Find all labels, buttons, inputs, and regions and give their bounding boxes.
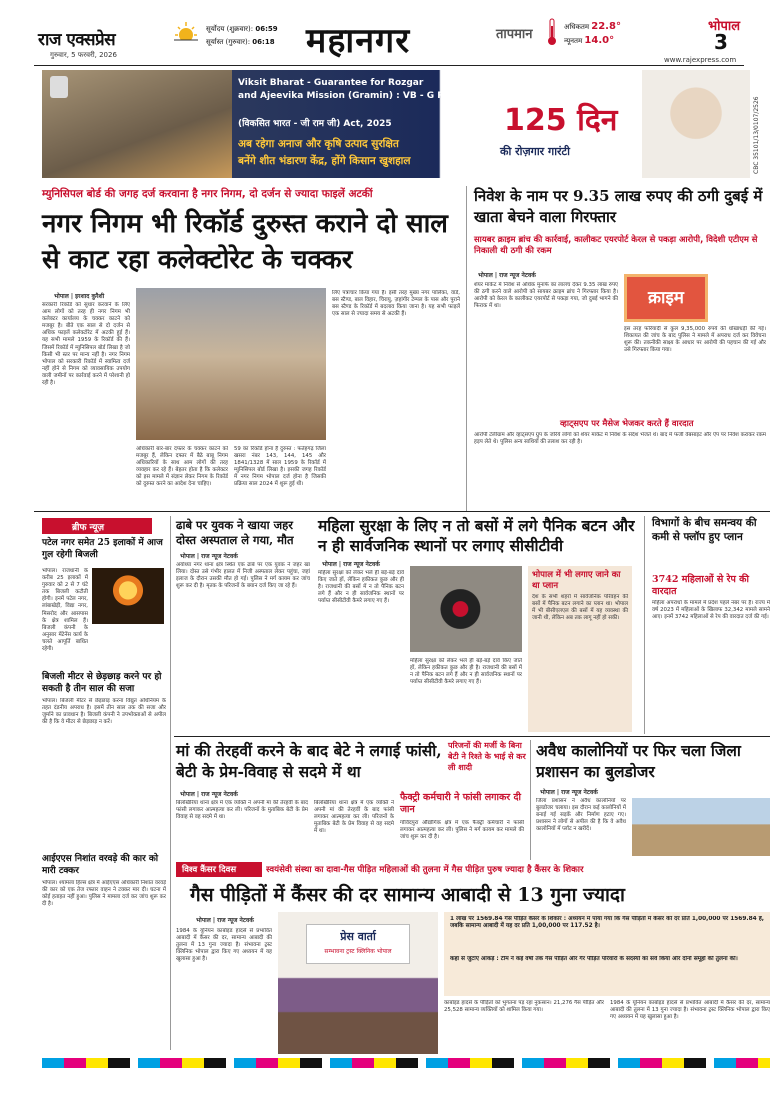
sunrise-label: सूर्योदय (शुक्रवार): <box>206 25 254 33</box>
fraud-col-2: इस तरह फरियादी से कुल 9,35,000 रुपये की धोखाधड़ी की गई। शिकायत की जांच के बाद पुलिस ने मामले में अपराध दर्ज कर विवेचना शुरू की। तकनीकी साक्ष्य के आधार पर आरोपी की पहचान की गई और उसे गिरफ्तार किया गया। <box>624 326 766 354</box>
fraud-followup-text: आरोपी टेलीग्राम और व्हाट्सएप ग्रुप के जरिये लोगों को शेयर मार्केट में निवेश के संदेश भेजते थे। बाद में फर्जी वेबसाइट और ऐप पर निवेश कराकर रकम हड़प लेते थे। पुलिस अन्य साथियों की तलाश कर रही है। <box>474 432 766 446</box>
sunset <box>206 38 275 47</box>
masthead-rule <box>34 65 744 66</box>
women-headline: महिला सुरक्षा के लिए न तो बसों में लगे पैनिक बटन और न ही सार्वजनिक स्थानों पर लगाए सीसीटीवी <box>318 516 635 555</box>
press-banner-title: प्रेस वार्ता <box>340 930 376 943</box>
rape-stat-text: महिला अपराधों के मामले में प्रदेश पहले नंबर पर है। राज्य में वर्ष 2023 में महिलाओं के खिलाफ 32,342 मामले सामने आए। इनमें 3742 महिलाओं से रेप की वारदात दर्ज की गई। <box>652 600 770 621</box>
lead-kicker: म्युनिसिपल बोर्ड की जगह दर्ज करवाना है नगर निगम, दो दर्जन से ज्यादा फाइलें अटकीं <box>42 188 373 200</box>
fraud-headline: निवेश के नाम पर 9.35 लाख रुपए की ठगी दुबई में खाता बेचने वाला गिरफ्तार <box>474 187 763 226</box>
women-box-title: भोपाल में भी लगाए जाने का था प्लान <box>532 570 621 591</box>
ad-title-2: and Ajeevika Mission (Gramin) : VB - G RAM G <box>238 91 471 101</box>
terahvi-kicker: परिजनों की मर्जी के बिना बेटी ने रिश्ते के भाई से कर ली शादी <box>448 741 526 772</box>
women-text-2: महिला सुरक्षा को लेकर भले ही बड़े-बड़े दावे किए जाते हों, लेकिन हकीकत कुछ और ही है। राजधानी की बसों में न तो पैनिक बटन लगे हैं और न ही सार्वजनिक स्थानों पर पर्याप्त सीसीटीवी कैमरे लगाए गए हैं। <box>410 658 522 686</box>
sunrise <box>206 25 278 34</box>
min-value: 14.0° <box>584 35 615 46</box>
cancer-bullet-1: 1 लाख पर 1569.84 गैस पीड़ित कैंसर के शिकार : अध्ययन में पाया गया कि गैस पीड़ितों में कैंसर की दर प्रति 1,00,000 पर 1569.84 है, जबकि सामान्य आबादी में यह दर प्रति 1,00,000 पर 117.52 है। <box>450 916 764 930</box>
cancer-bullet-2: कहां से जुटाए आंकड़े : टीम ने कई वर्षों तक गैस पीड़ित और गैर पीड़ित परिवारों के सदस्यों का सर्वे किया और दोनों समूहों की तुलना की। <box>450 956 738 962</box>
bulldozer-byline: भोपाल | राज न्यूज नेटवर्क <box>540 789 598 796</box>
dhaba-byline: भोपाल | राज न्यूज नेटवर्क <box>180 553 238 560</box>
thermometer-icon <box>546 18 558 50</box>
lead-col-2: अधिकारी बार-बार दफ्तर के चक्कर काटने को मजबूर हैं, लेकिन दफ्तर में बैठे बाबू निगम अधिकारियों के साथ आम लोगों की तरह व्यवहार कर रहे हैं। बेहतर होता है कि कलेक्टर को इस मामले में संज्ञान लेकर निगम के रिकॉर्ड को दुरुस्त करने का आदेश देना चाहिए। <box>136 446 228 488</box>
press-banner <box>306 924 410 964</box>
max-value: 22.8° <box>591 21 621 32</box>
cancer-text: 1984 के यूनियन कार्बाइड हादसे से प्रभावित आबादी में कैंसर की दर, सामान्य आबादी की तुलना में 13 गुना ज्यादा है। संभावना ट्रस्ट क्लिनिक भोपाल द्वारा किए गए अध्ययन में यह खुलासा हुआ है। <box>176 928 272 963</box>
ad-line-1: अब रहेगा अनाज और कृषि उत्पाद सुरक्षित <box>238 138 399 150</box>
section-title: महानगर <box>306 21 411 61</box>
max-label: अधिकतम <box>564 23 590 31</box>
women-box <box>528 566 632 732</box>
women-byline: भोपाल | राज न्यूज नेटवर्क <box>322 561 380 568</box>
website: www.rajexpress.com <box>664 56 737 64</box>
cancer-foot-text-2: 1984 के यूनियन कार्बाइड हादसे से प्रभावित आबादी में कैंसर की दर, सामान्य आबादी की तुलना में 13 गुना ज्यादा है। संभावना ट्रस्ट क्लिनिक भोपाल द्वारा किए गए अध्ययन में यह खुलासा हुआ है। <box>610 1000 770 1021</box>
ad-subtitle: (विकसित भारत - जी राम जी) Act, 2025 <box>238 119 392 129</box>
brief-badge <box>42 518 152 534</box>
lead-byline: भोपाल | इरशाद कुरैशी <box>54 293 105 300</box>
fraud-col-1: शेयर मार्केट में निवेश से अधिक मुनाफे का लालच देकर 9.35 लाख रुपए की ठगी करने वाले आरोपी को सायबर क्राइम ब्रांच ने गिरफ्तार किया है। आरोपी को केरल के कालीकट एयरपोर्ट से पकड़ा गया, जो दुबई भागने की फिराक में था। <box>474 282 618 310</box>
ad-title-1: Viksit Bharat - Guarantee for Rozgar <box>238 78 424 88</box>
sunset-label: सूर्यास्त (गुरुवार): <box>206 38 251 46</box>
print-color-bar <box>42 1058 770 1068</box>
sidebar-divider <box>170 516 171 1050</box>
terahvi-divider <box>530 740 531 860</box>
cancer-badge <box>176 862 262 877</box>
cancer-foot-text: कार्बाइड हादसे के पीड़ितों को भुगतना पड़ रहा नुकसान। 21,276 गैस पीड़ित और 25,528 सामान्य व्यक्तियों को शामिल किया गया। <box>444 1000 604 1014</box>
lead-photo <box>136 288 326 440</box>
ad-days-sub: की रोज़गार गारंटी <box>500 145 570 158</box>
bulldozer-headline: अवैध कालोनियों पर फिर चला जिला प्रशासन का बुलडोजर <box>536 741 741 781</box>
crime-badge-label: क्राइम <box>648 288 684 308</box>
rape-stat-head: 3742 महिलाओं से रेप की वारदात <box>652 574 749 597</box>
issue-date: गुरुवार, 5 फरवरी, 2026 <box>50 51 117 59</box>
temp-max <box>564 21 621 32</box>
leader-photo <box>642 70 750 178</box>
min-label: न्यूनतम <box>564 37 583 45</box>
col-divider <box>466 186 467 511</box>
factory-head: फैक्ट्री कर्मचारी ने फांसी लगाकर दी जान <box>400 792 521 815</box>
dhaba-headline: ढाबे पर युवक ने खाया जहर दोस्त अस्पताल ले गया, मौत <box>176 518 294 547</box>
lead-col-4: लिए पत्राचार किया गया है। इसी तरह मुख्य नगर पालिका, वार्ड, बस स्टैण्ड, बाल विहार, चिरायु, ज़हांगीर टेम्पल के पास और पुराने बस स्टैण्ड के रिकॉर्ड में बदलाव किया जाना है। यह सभी फाइलें एक साल से ज्यादा समय से अटकी हैं। <box>332 290 460 318</box>
panic-button-photo <box>410 566 522 652</box>
brand-logo: राज एक्सप्रेस <box>38 30 116 50</box>
fraud-followup-kicker: व्हाट्सएप पर मैसेज भेजकर करते हैं वारदात <box>560 418 694 428</box>
temp-min <box>564 35 614 46</box>
cancer-badge-label: विश्व कैंसर दिवस <box>182 865 237 875</box>
ad-code: CBC 35101/13/0107/2526 <box>753 96 760 174</box>
bulldozer-text: जिला प्रशासन ने अवैध कालोनियों पर बुलडोजर चलाया। इस दौरान कई कालोनियों में बनाई गई सड़कें और निर्माण हटाए गए। प्रशासन ने लोगों से अपील की है कि वे अवैध कालोनियों में प्लॉट न खरीदें। <box>536 798 626 833</box>
cancer-kicker: स्वयंसेवी संस्था का दावा-गैस पीड़ित महिलाओं की तुलना में गैस पीड़ित पुरुष ज्यादा है कैंसर के शिकार <box>266 865 584 875</box>
lead-col-1: सरकारी रिकॉर्ड को सुधार करवाने के लिए आम लोगों को तरह ही नगर निगम भी कलेक्टर कार्यालय के चक्कर काटने को मजबूर है। बीते एक साल से दो दर्जन से अधिक फाइलें कलेक्टोरेट में अटकी हुई हैं। यह सभी मामले 1959 के रिकॉर्ड की हैं। जिसमें रिकॉर्ड में म्युनिसिपल बोर्ड लिखा है जो किसी भी स्तर पर मान्य नहीं है। नगर निगम भोपाल को सरकारी रिकॉर्ड में स्वामित्व दर्ज नहीं होने से निगम को व्यावसायिक उपयोग वाली जमीनों पर कार्रवाई करने में परेशानी हो रही है। <box>42 302 130 387</box>
fraud-byline: भोपाल | राज न्यूज नेटवर्क <box>478 272 536 279</box>
emblem-icon <box>50 76 68 98</box>
brief-3-title: आईएएस निशांत वरवड़े की कार को मारी टक्कर <box>42 854 159 876</box>
women-divider <box>644 516 645 734</box>
cancer-headline: गैस पीड़ितों में कैंसर की दर सामान्य आबादी से 13 गुना ज्यादा <box>190 884 625 906</box>
sunset-time: 06:18 <box>252 38 275 46</box>
section-rule-2 <box>174 736 770 737</box>
dhaba-text: अयोध्या नगर थाना क्षेत्र स्थित एक ढाबे पर एक युवक ने जहर खा लिया। दोस्त उसे गंभीर हालत में निजी अस्पताल लेकर पहुंचा, जहां इलाज के दौरान उसकी मौत हो गई। पुलिस ने मर्ग कायम कर जांच शुरू कर दी है। मृतक के परिजनों के बयान दर्ज किए जा रहे हैं। <box>176 562 310 590</box>
ad-banner <box>42 70 764 178</box>
lead-col-3: 59 का रिकॉर्ड होना है दुरुस्त : फतेहगढ़ जिला खसरा नंबर 143, 144, 145 और 1841/1328 में साल 1959 के रिकॉर्ड में म्युनिसिपल बोर्ड लिखा है। इसकी जगह रिकॉर्ड में नगर निगम भोपाल दर्ज होना है जिसकी प्रक्रिया साल 2024 में शुरू हुई थी। <box>234 446 326 488</box>
ad-line-2: बनेंगे शीत भंडारण केंद्र, होंगे किसान खुशहाल <box>238 155 411 167</box>
temp-label: तापमान <box>496 27 533 42</box>
masthead <box>0 0 778 66</box>
terahvi-headline: मां की तेरहवीं करने के बाद बेटे ने लगाई फांसी, बेटी के प्रेम-विवाह से सदमे में था <box>176 741 442 781</box>
press-banner-sub: सम्भावना ट्रस्ट क्लिनिक भोपाल <box>324 948 392 955</box>
terahvi-text-2: बिलखिरिया थाना क्षेत्र में एक व्यक्ति ने अपनी मां की तेरहवीं के बाद फांसी लगाकर आत्महत्या कर ली। परिजनों के मुताबिक बेटी के प्रेम विवाह से वह सदमे में था। <box>314 800 394 835</box>
cancer-byline: भोपाल | राज न्यूज नेटवर्क <box>196 917 254 924</box>
brief-3-text: भोपाल। श्यामला हिल्स क्षेत्र में आईएएस अधिकारी निशांत वरवड़े की कार को एक तेज रफ्तार वाहन ने टक्कर मार दी। घटना में कोई हताहत नहीं हुआ। पुलिस ने मामला दर्ज कर जांच शुरू कर दी है। <box>42 880 166 908</box>
brief-1-image <box>92 568 164 624</box>
bulldozer-photo <box>632 798 770 856</box>
press-conference-photo <box>278 912 438 1054</box>
crime-badge <box>624 274 708 322</box>
sunrise-time: 06:59 <box>255 25 278 33</box>
terahvi-text: बिलखिरिया थाना क्षेत्र में एक व्यक्ति ने अपनी मां की तेरहवीं के बाद फांसी लगाकर आत्महत्या कर ली। परिजनों के मुताबिक बेटी के प्रेम विवाह से वह सदमे में था। <box>176 800 308 821</box>
women-box-text: देश के सभी शहरों में सार्वजनिक परिवहन की बसों में पैनिक बटन लगाने का प्लान था। भोपाल में भी बीसीएलएल की बसों में यह व्यवस्था की जानी थी, लेकिन अब तक लागू नहीं हो सकी। <box>532 594 628 622</box>
section-rule-1 <box>34 511 770 512</box>
farmer-photo <box>42 70 232 178</box>
brief-2-text: भोपाल। बिजली मीटर से छेड़छाड़ करना विद्युत अधिनियम के तहत दंडनीय अपराध है। इसमें तीन साल तक की सजा और जुर्माने का प्रावधान है। बिजली कंपनी ने उपभोक्ताओं से अपील की है कि वे मीटर से छेड़छाड़ न करें। <box>42 698 166 726</box>
ad-days: 125 दिन <box>504 103 618 138</box>
fraud-subhead: सायबर क्राइम ब्रांच की कार्रवाई, कालीकट एयरपोर्ट केरल से पकड़ा आरोपी, विदेशी एटीएम से निकाली थी ठगी की रकम <box>474 234 758 255</box>
brief-2-title: बिजली मीटर से छेड़छाड़ करने पर हो सकती है तीन साल की सजा <box>42 672 162 694</box>
women-text: महिला सुरक्षा को लेकर भले ही बड़े-बड़े दावे किए जाते हों, लेकिन हकीकत कुछ और ही है। राजधानी की बसों में न तो पैनिक बटन लगे हैं और न ही सार्वजनिक स्थानों पर पर्याप्त सीसीटीवी कैमरे लगाए गए हैं। <box>318 570 404 605</box>
factory-text: गोविंदपुरा औद्योगिक क्षेत्र में एक फैक्ट्री कर्मचारी ने फांसी लगाकर आत्महत्या कर ली। पुलिस ने मर्ग कायम कर मामले की जांच शुरू कर दी है। <box>400 820 524 841</box>
city-name: भोपाल <box>708 19 741 34</box>
lead-headline: नगर निगम भी रिकॉर्ड दुरुस्त कराने दो साल से काट रहा कलेक्टोरेट के चक्कर <box>42 209 448 275</box>
brief-badge-label: ब्रीफ न्यूज़ <box>72 523 105 533</box>
sun-icon <box>172 20 200 46</box>
terahvi-byline: भोपाल | राज न्यूज नेटवर्क <box>180 791 238 798</box>
coordination-head: विभागों के बीच समन्वय की कमी से फ्लॉप हुए प्लान <box>652 517 757 543</box>
cancer-box <box>444 912 770 996</box>
page-number: 3 <box>714 30 728 54</box>
brief-1-title: पटेल नगर समेत 25 इलाकों में आज गुल रहेगी बिजली <box>42 538 163 560</box>
brief-1-text: भोपाल। राजधानी के करीब 25 इलाकों में गुरुवार को 2 से 7 घंटे तक बिजली कटौती होगी। इनमें पटेल नगर, लांबाखेड़ी, विद्या नगर, मिसरोद और आसपास के क्षेत्र शामिल हैं। बिजली कंपनी के अनुसार मेंटेनेंस कार्य के चलते आपूर्ति बाधित रहेगी। <box>42 568 88 653</box>
